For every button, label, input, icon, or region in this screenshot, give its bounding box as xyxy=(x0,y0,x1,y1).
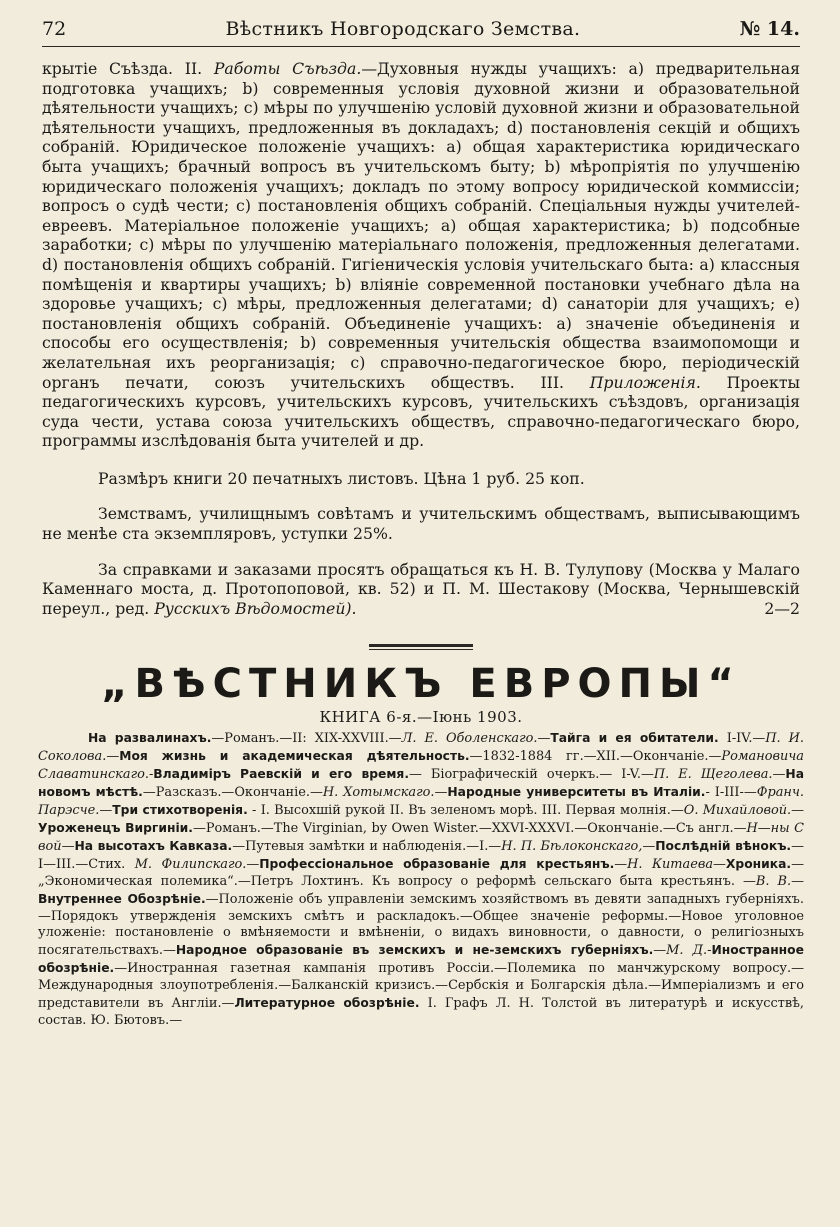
contents-author: В. В. xyxy=(755,873,792,889)
contents-text: - xyxy=(148,767,154,783)
contents-text: — xyxy=(791,803,805,819)
contents-author: Н. Китаева xyxy=(627,856,714,872)
contents-author: М. Д. xyxy=(666,943,708,959)
contents-text: - I-III-— xyxy=(705,785,757,801)
contents-title: Литературное обозрѣніе. xyxy=(234,996,420,1011)
discount-paragraph: Земствамъ, училищнымъ совѣтамъ и учительскимъ обществамъ, выписывающимъ не менѣе ста экземпляровъ, уступки 25%. xyxy=(42,504,800,544)
contents-title: На новомъ мѣстѣ. xyxy=(38,767,804,800)
contents-title: Профессіональное образованіе для крестьянъ. xyxy=(259,856,615,871)
contents-text: — xyxy=(434,785,448,801)
insertion-counter: 2—2 xyxy=(764,598,800,618)
contents-text: — „Экономическая полемика“.—Петръ Лохтинъ. Къ вопросу о реформѣ сельскаго быта крестьянъ. — xyxy=(38,856,804,889)
contents-text: I-IV.— xyxy=(718,731,766,747)
contents-author: Н—ны С вой xyxy=(38,820,804,854)
contents-text: —Разсказъ.—Окончаніе.— xyxy=(142,785,323,801)
page-number: 72 xyxy=(42,18,67,40)
contents-author: М. Филипскаго. xyxy=(134,856,247,872)
masthead-title: „ВѢСТНИКЪ ЕВРОПЫ“ xyxy=(101,661,741,708)
masthead-issue: КНИГА 6-я.—Іюнь 1903. xyxy=(319,708,523,727)
text-run: —Духовныя нужды учащихъ: а) предварительная подготовка учащихъ; b) современныя условія духовной жизни и образовательной дѣятельности учащихъ; c) мѣры по улучшенію условій духовной жизни и образовательной дѣятельности учащихъ, предложенныя въ докладахъ; d) постановленія секцій и общихъ собраній. Юридическое положеніе учащихъ: а) общая характеристика юридическаго быта учащихъ; брачный вопросъ въ учительскомъ быту; b) мѣропріятія по улучшенію юридическаго положенія учащихъ; докладъ по этому вопросу юридической коммиссіи; вопросъ о судѣ чести; c) постановленія общихъ собраній. Спеціальныя нужды учителей-евреевъ. Матеріальное положеніе учащихъ; а) общая характеристика; b) подсобные заработки; c) мѣры по улучшенію матеріальнаго положенія, предложенныя делегатами. d) постановленія общихъ собраній. Гигіеническія условія учительскаго быта: а) классныя помѣщенія и квартиры учащихъ; b) вліяніе современной постановки учебнаго дѣла на здоровье учащихъ; c) мѣры, предложенныя делегатами; d) санаторіи для учащихъ; e) постановленія общихъ собраній. Объединеніе учащихъ: а) значеніе объединенія и способы его осуществленія; b) современныя учительскія общества взаимопомощи и желательная ихъ реорганизація; c) справочно-педагогическое бюро, періодическій органъ печати, союзъ учительскихъ обществъ. III. xyxy=(42,59,800,392)
contents-text: —Положеніе объ управленіи земскимъ хозяйствомъ въ девяти западныхъ губерніяхъ.—Порядокъ утвержденія земскихъ смѣтъ и раскладокъ.—Общее значеніе реформы.—Новое уголовное уложеніе: постановленіе о вмѣняемости и вмѣненіи, о видахъ виновности, о давности, о религіозныхъ посягательствахъ.— xyxy=(38,891,804,959)
text-run: крытіе Съѣзда. II. xyxy=(42,59,214,78)
contents-author: Н. Хотымскаго. xyxy=(322,785,435,801)
contents-author: Франч. Парэсче. xyxy=(38,785,804,819)
journal-title: Вѣстникъ Новгородскаго Земства. xyxy=(225,18,581,40)
contents-text: —Иностранная газетная кампанія противъ Россіи.—Полемика по манчжурскому вопросу.—Международныя злоупотребленія.—Балканскій кризисъ.—Сербскія и Болгарскія дѣла.—Имперіализмъ и его представители въ Англіи.— xyxy=(38,961,804,1012)
contents-text: — xyxy=(106,749,120,765)
contents-text: — xyxy=(772,767,786,783)
text-run: Проекты педагогическихъ курсовъ, учительскихъ курсовъ, учительскихъ съѣздовъ, организація суда чести, устава союза учительскихъ обществъ, справочно-педагогическаго бюро, программы изслѣдованія быта учителей и др. xyxy=(42,372,800,451)
contents-text: —I—III.—Стих. xyxy=(38,838,804,872)
contents-author: Романовича Славатинскаго. xyxy=(38,749,804,783)
contents-title: На высотахъ Кавказа. xyxy=(74,838,233,853)
contents-author: Н. П. Бѣлоконскаго, xyxy=(501,838,643,854)
contents-title: Иностранное обозрѣніе. xyxy=(38,943,804,976)
running-header xyxy=(42,18,800,47)
contents-title: Моя жизнь и академическая дѣятельность. xyxy=(119,749,470,764)
contents-text: — xyxy=(99,803,113,819)
contents-title: Уроженецъ Виргиніи. xyxy=(38,820,193,835)
contents-title: Внутреннее Обозрѣніе. xyxy=(38,891,206,906)
contents-text: - xyxy=(707,943,712,959)
contents-text: — xyxy=(61,838,75,854)
contents-author: О. Михайловой. xyxy=(683,803,792,819)
contents-text: — xyxy=(791,873,804,889)
contents-text: — xyxy=(642,838,656,854)
contents-author: П. И. Соколова. xyxy=(38,731,805,765)
contents-text: —1832-1884 гг.—XII.—Окончаніе.— xyxy=(469,749,722,765)
contents-author: Л. Е. Оболенскаго. xyxy=(401,731,538,747)
contents-list xyxy=(38,730,804,1029)
contents-title: Послѣдній вѣнокъ. xyxy=(655,838,792,853)
contents-title: Народные университеты въ Италіи. xyxy=(447,785,706,800)
contents-text: —Романъ.—The Virginian, by Owen Wister.—XXVI-XXXVI.—Окончаніе.—Съ англ.— xyxy=(192,820,747,836)
contents-title: Народное образованіе въ земскихъ и не-земскихъ губерніяхъ. xyxy=(175,943,654,958)
text-run: За справками и заказами просятъ обращаться къ Н. В. Тулупову (Москва у Малаго Каменнаго моста, д. Протопоповой, кв. 52) и П. М. Шестакову (Москва, Чернышевскій переул., ред. xyxy=(42,559,800,618)
contents-text: —Путевыя замѣтки и наблюденія.—I.— xyxy=(232,838,502,854)
contents-title: Хроника. xyxy=(725,856,792,871)
section-title-italic: Работы Съѣзда. xyxy=(213,59,362,78)
contents-paragraph xyxy=(42,59,800,451)
contents-title: Три стихотворенія. xyxy=(112,803,248,818)
contents-text: — xyxy=(614,856,628,872)
contents-text: — Біографическій очеркъ.— I-V.— xyxy=(409,767,654,783)
contents-author: П. Е. Щеголева. xyxy=(653,767,773,783)
newspaper-name: Русскихъ Вѣдомостей). xyxy=(154,598,357,618)
section-title-italic: Приложенія. xyxy=(589,372,701,392)
body-text xyxy=(42,59,800,618)
contents-text: —Романъ.—II: XIX-XXVIII.— xyxy=(211,731,402,747)
contents-text: - I. Высохшій рукой II. Въ зеленомъ морѣ. III. Первая молнія.— xyxy=(247,803,684,819)
contents-text: — xyxy=(537,731,551,747)
decorative-rule xyxy=(369,644,473,650)
journal-contents xyxy=(38,730,804,1029)
book-size-paragraph: Размѣръ книги 20 печатныхъ листовъ. Цѣна 1 руб. 25 коп. xyxy=(98,468,585,488)
contents-title: На развалинахъ. xyxy=(88,731,212,746)
contents-title: Владиміръ Раевскій и его время. xyxy=(153,767,409,782)
contents-text: — xyxy=(713,856,726,872)
contact-paragraph xyxy=(42,560,800,619)
contents-text: I. Графъ Л. Н. Толстой въ литературѣ и искусствѣ, состав. Ю. Бютовъ.— xyxy=(38,996,804,1028)
issue-number: № 14. xyxy=(739,18,800,40)
contents-text: — xyxy=(653,943,667,959)
contents-title: Тайга и ея обитатели. xyxy=(550,731,719,746)
contents-text: — xyxy=(246,856,260,872)
